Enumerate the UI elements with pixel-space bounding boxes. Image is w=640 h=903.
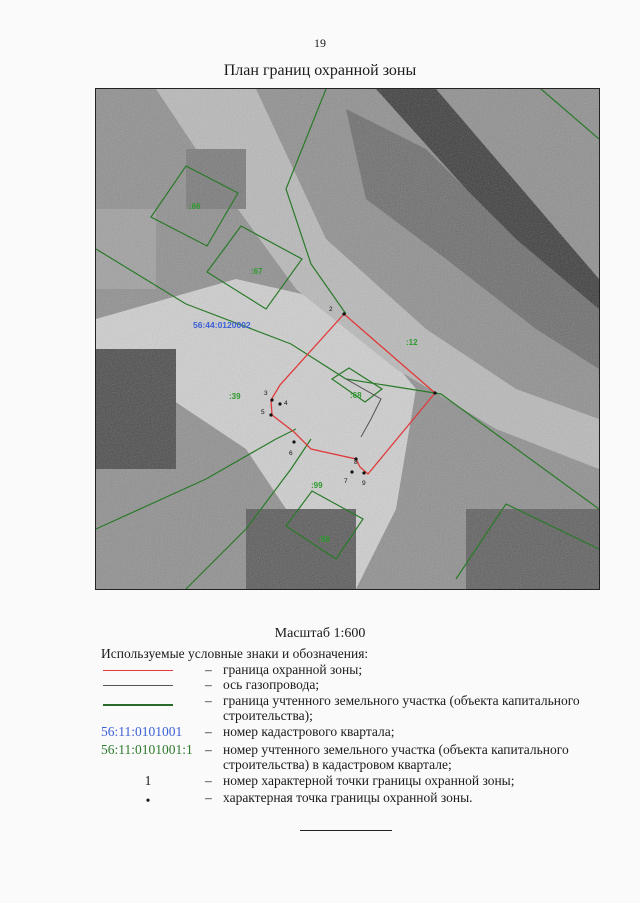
legend-point-number-symbol: 1 [144, 773, 152, 788]
legend-dash: – [205, 677, 212, 692]
parcel-label-39: :39 [229, 392, 241, 401]
point-label-4: 4 [284, 400, 288, 407]
map-frame [95, 88, 600, 590]
point-label-8: 8 [354, 459, 358, 466]
quarter-label: 56:44:0120002 [193, 320, 251, 330]
parcel-label-68: :68 [350, 391, 362, 400]
legend-quarter-text: номер кадастрового квартала; [223, 724, 395, 739]
zone-point-6 [292, 440, 295, 443]
zone-point-7 [350, 470, 353, 473]
point-label-2: 2 [329, 306, 333, 313]
legend-heading: Используемые условные знаки и обозначения: [101, 646, 369, 661]
map-canvas [96, 89, 599, 589]
zone-point-5 [269, 413, 272, 416]
page-number: 19 [314, 36, 326, 50]
zone-point-1 [433, 391, 436, 394]
legend-parcel-number-line1: номер учтенного земельного участка (объекта капитального [223, 742, 569, 757]
zone-point-2 [342, 312, 345, 315]
legend-dash: – [205, 662, 212, 677]
legend-parcel-number-line2: строительства) в кадастровом квартале; [223, 757, 452, 772]
legend-quarter-symbol: 56:11:0101001 [101, 724, 183, 739]
zone-point-9 [362, 471, 365, 474]
legend-parcel-text-line2: строительства); [223, 708, 313, 723]
page-title: План границ охранной зоны [223, 62, 417, 79]
legend-point-text: характерная точка границы охранной зоны. [223, 790, 473, 805]
parcel-label-66: :66 [189, 202, 201, 211]
legend-parcel-text-line1: граница учтенного земельного участка (объекта капитального [223, 693, 580, 708]
point-label-5: 5 [261, 409, 265, 416]
legend-parcel-text [223, 693, 603, 723]
zone-point-4 [278, 402, 281, 405]
point-label-7: 7 [344, 478, 348, 485]
parcel-label-99: :99 [311, 481, 323, 490]
legend-dash: – [205, 773, 212, 788]
footer-rule [300, 830, 392, 831]
legend-dash: – [205, 724, 212, 739]
legend-zone-line [103, 670, 173, 671]
legend-parcel-number-symbol: 56:11:0101001:1 [101, 742, 193, 757]
legend-dash: – [205, 693, 212, 708]
legend-parcel-line [103, 704, 173, 706]
parcel-label-12: :12 [406, 338, 418, 347]
legend-parcel-number-text [223, 742, 603, 772]
legend-gas-text: ось газопровода; [223, 677, 320, 692]
legend-point-number-text: номер характерной точки границы охранной зоны; [223, 773, 515, 788]
legend-dash: – [205, 742, 212, 757]
parcel-label-98: :98 [318, 535, 330, 544]
legend-gas-line [103, 685, 173, 686]
point-label-6: 6 [289, 450, 293, 457]
photo-grain [96, 89, 599, 589]
legend-point-symbol: • [145, 793, 151, 808]
map-scale: Масштаб 1:600 [274, 626, 366, 641]
legend-dash: – [205, 790, 212, 805]
parcel-label-67: :67 [251, 267, 263, 276]
point-label-9: 9 [362, 480, 366, 487]
zone-point-3 [270, 398, 273, 401]
point-label-3: 3 [264, 390, 268, 397]
legend-zone-text: граница охранной зоны; [223, 662, 363, 677]
